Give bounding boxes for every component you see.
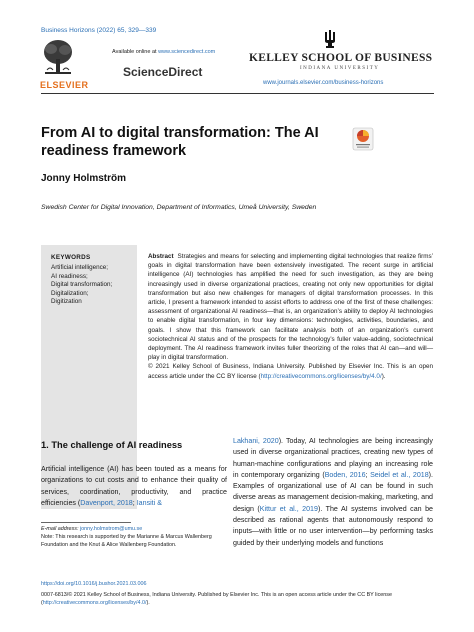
footnote [41, 526, 227, 549]
abstract-copyright: © 2021 Kelley School of Business, Indiana University. Published by Elsevier Inc. This is an open access article under the CC BY license ( [148, 363, 433, 380]
footnote-divider [41, 522, 131, 523]
available-prefix: Available online at [112, 49, 159, 55]
keywords-list [51, 264, 112, 307]
abstract-block [148, 252, 433, 381]
elsevier-tree-icon [41, 37, 75, 77]
body-text: ). Today, AI technologies are being increasingly used in diverse organizational practices, creating new types of human-machine configurations and playing an increasing role in contemporary organizing ( [233, 437, 433, 479]
elsevier-wordmark: ELSEVIER [40, 80, 89, 90]
keywords-heading: KEYWORDS [51, 254, 91, 261]
footer-copyright-end: ). [146, 600, 150, 606]
body-column-right [233, 436, 433, 549]
keyword-item: Digitalization; [51, 289, 89, 297]
citation-link[interactable]: Iansiti & [136, 498, 162, 507]
available-online-line [112, 49, 215, 55]
kelley-school-title: KELLEY SCHOOL OF BUSINESS [249, 52, 433, 64]
citation-link[interactable]: Davenport, 2018 [80, 498, 133, 507]
citation-link[interactable]: Boden, 2016 [324, 470, 366, 479]
email-label: E-mail address: [41, 526, 80, 532]
sciencedirect-link[interactable]: www.sciencedirect.com [158, 49, 216, 55]
footer-license-link[interactable]: http://creativecommons.org/licenses/by/4.0/ [42, 600, 147, 606]
journal-homepage-link[interactable]: www.journals.elsevier.com/business-horizons [263, 80, 384, 86]
keyword-item: Digital transformation; [51, 281, 113, 288]
citation-link[interactable]: Lakhani, 2020 [233, 437, 279, 445]
footer-copyright-text: 0007-6813/© 2021 Kelley School of Business, Indiana University. Published by Elsevier Inc. This is an open access article under the CC BY license ( [41, 592, 392, 606]
body-column-left [41, 464, 227, 509]
journal-reference: Business Horizons (2022) 65, 329—339 [41, 27, 157, 34]
abstract-text: Strategies and means for selecting and implementing digital technologies that realize firms’ goals in digital transformation have been extensively investigated. The recent surge in artificial intelligence (AI) technologies has amplified the need for such investigation, as they are being increasingly used in diverse organizational practices, creating not only new opportunities for digital transformation but also new challenges for managers of digital transformation processes. In this article, I present a framework intended to assist efforts to address one of the first of these challenges: assessment of organizational AI readiness—that is, an organization’s ability to deploy AI technologies to enable digital transformation, in four key dimensions: technologies, activities, boundaries, and goals. I show that this framework can facilitate analysis both of an organization’s current sociotechnical AI status and of the prospects for the technology’s fuller value-adding, sociotechnical deployment. The AI readiness framework invites fuller theorizing of the roles that AI can—and will—play in digital transformation. [148, 253, 434, 362]
iu-trident-icon [323, 30, 337, 48]
keyword-item: AI readiness; [51, 272, 88, 280]
citation-separator: ; [365, 470, 371, 479]
keyword-item: Digitization [51, 298, 82, 305]
abstract-label: Abstract [148, 253, 174, 260]
author-affiliation: Swedish Center for Digital Innovation, Department of Informatics, Umeå University, Sweden [41, 204, 317, 211]
doi-link[interactable]: https://doi.org/10.1016/j.bushor.2021.03.006 [41, 581, 147, 587]
keyword-item: Artificial intelligence; [51, 264, 109, 271]
section-heading: 1. The challenge of AI readiness [41, 440, 183, 450]
article-title: From AI to digital transformation: The AI readiness framework [41, 125, 319, 159]
body-text: ). Examples of organizational use of AI can be found in such diverse areas as management decision-making, marketing, and design ( [233, 470, 433, 513]
citation-link[interactable]: Seidel et al., 2018 [370, 470, 429, 479]
check-updates-icon[interactable] [352, 127, 374, 151]
license-link[interactable]: http://creativecommons.org/licenses/by/4.0/ [260, 372, 382, 380]
body-text: ). The AI systems involved can be described as rational agents that autonomously respond to inputs—with little or no user intervention—by performing tasks guided by their underlying models and functions [233, 504, 433, 547]
indiana-university-label: INDIANA UNIVERSITY [300, 66, 380, 71]
footer-copyright [41, 591, 434, 607]
header-divider [41, 93, 434, 94]
email-link[interactable]: jonny.holmstrom@umu.se [79, 526, 143, 532]
author-name: Jonny Holmström [41, 173, 127, 184]
abstract-copyright-end: ). [381, 372, 386, 380]
citation-link[interactable]: Kittur et al., 2019 [259, 504, 318, 513]
sciencedirect-logo: ScienceDirect [123, 65, 203, 79]
funding-note: Note: This research is supported by the Marianne & Marcus Wallenberg Foundation and the Knut & Alice Wallenberg Foundation. [41, 533, 212, 548]
body-text: Artificial intelligence (AI) has been touted as a means for organizations to cut costs and to enhance their quality of services, coordination, productivity, and practice efficiencies ( [41, 465, 227, 507]
citation-separator: ; [132, 498, 137, 507]
